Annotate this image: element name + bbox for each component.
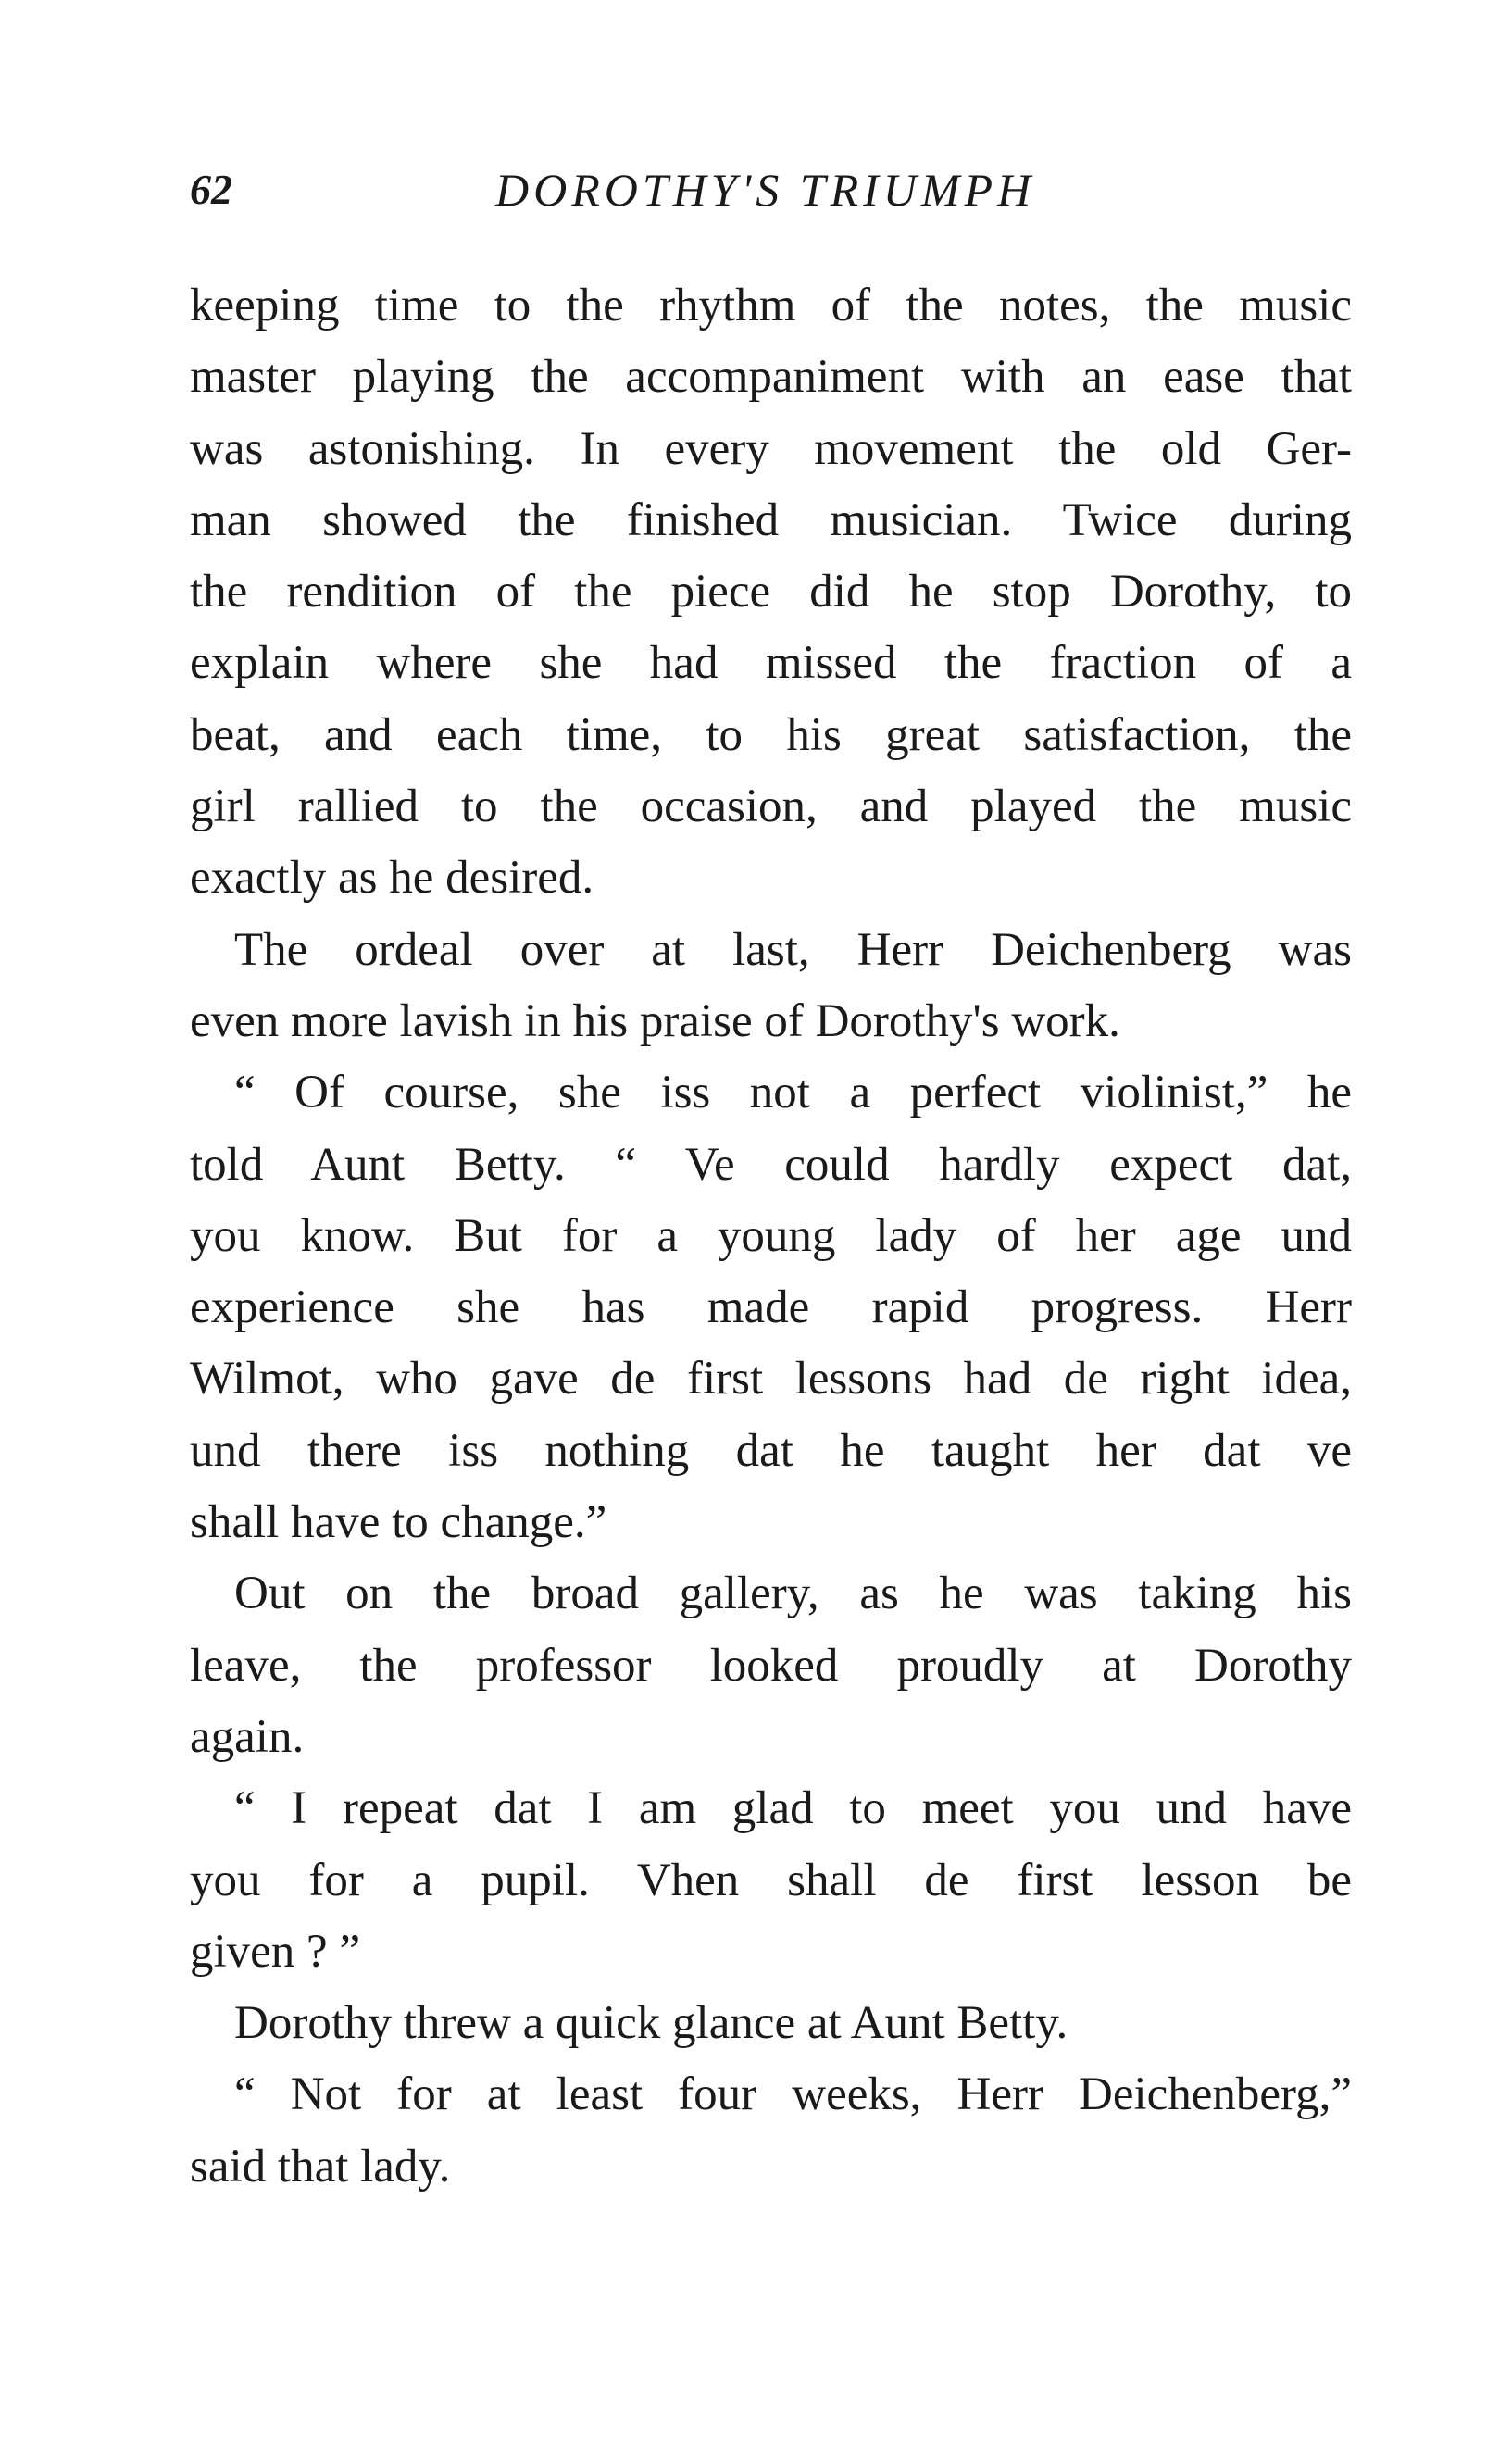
text-line: experience she has made rapid progress. Herr (190, 1281, 1352, 1334)
text-line: Dorothy threw a quick glance at Aunt Betty. (234, 1997, 1068, 2050)
text-line: keeping time to the rhythm of the notes, the music (190, 280, 1352, 331)
text-line: even more lavish in his praise of Dorothy's work. (190, 994, 1120, 1047)
text-line: The ordeal over at last, Herr Deichenberg was (234, 923, 1352, 976)
text-line: man showed the finished musician. Twice during (190, 494, 1352, 546)
text-line: explain where she had missed the fraction of a (190, 637, 1352, 690)
running-head (190, 157, 1338, 222)
text-line: shall have to change.” (190, 1496, 607, 1549)
text-line: told Aunt Betty. “ Ve could hardly expect dat, (190, 1138, 1352, 1191)
page-number: 62 (190, 166, 232, 213)
text-line: leave, the professor looked proudly at Dorothy (190, 1639, 1352, 1692)
book-title: DOROTHY'S TRIUMPH (495, 164, 1036, 216)
text-line: you for a pupil. Vhen shall de first lesson be (190, 1854, 1352, 1906)
text-line: given ? ” (190, 1925, 361, 1978)
text-line: the rendition of the piece did he stop Dorothy, to (190, 566, 1352, 618)
text-line: said that lady. (190, 2140, 451, 2193)
text-line: “ Of course, she iss not a perfect violinist,” he (234, 1067, 1352, 1119)
text-line: was astonishing. In every movement the old Ger- (190, 422, 1352, 475)
text-line: Out on the broad gallery, as he was taking his (234, 1568, 1352, 1620)
text-line: “ I repeat dat I am glad to meet you und have (234, 1782, 1352, 1835)
text-line: und there iss nothing dat he taught her dat ve (190, 1424, 1352, 1477)
body-text (190, 270, 1352, 2203)
text-line: Wilmot, who gave de first lessons had de right idea, (190, 1353, 1352, 1406)
text-line: you know. But for a young lady of her age und (190, 1209, 1352, 1262)
text-line: exactly as he desired. (190, 852, 594, 905)
text-line: beat, and each time, to his great satisfaction, the (190, 708, 1352, 761)
text-line: again. (190, 1710, 305, 1763)
text-line: “ Not for at least four weeks, Herr Deichenberg,” (234, 2068, 1352, 2121)
text-line: girl rallied to the occasion, and played the music (190, 781, 1352, 833)
text-line: master playing the accompaniment with an ease that (190, 351, 1352, 404)
